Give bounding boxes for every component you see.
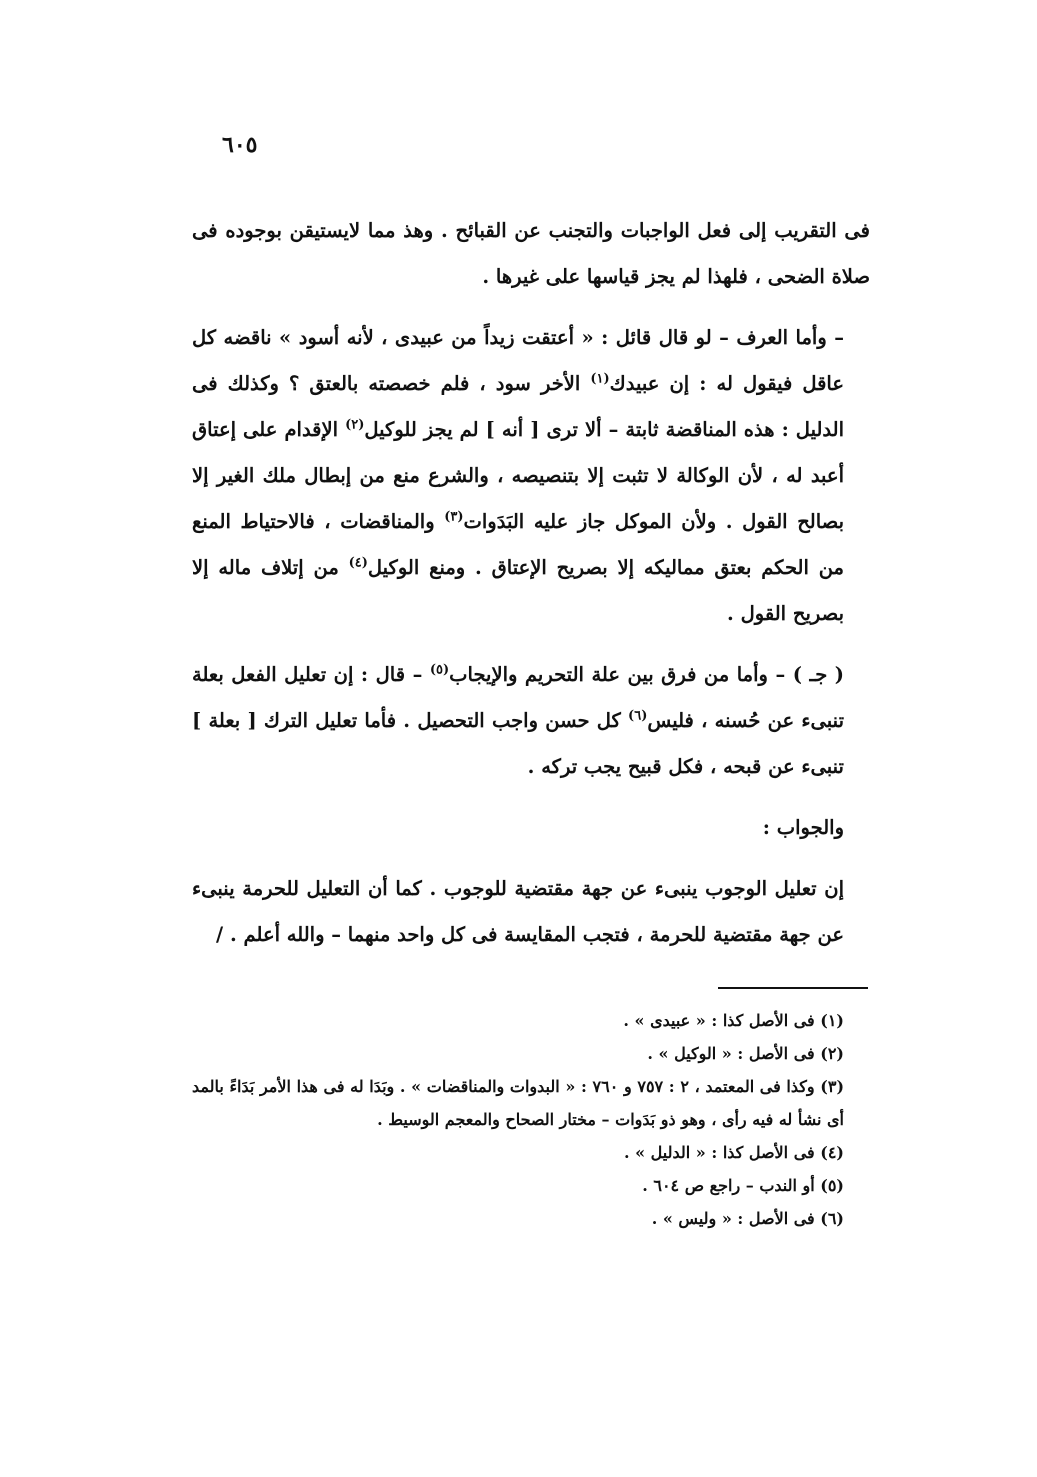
paragraph-3-part-c: كل حسن واجب التحصيل . فأما تعليل الترك [ بعلة ] تنبىء عن قبحه ، فكل قبيح يجب تركه . xyxy=(192,709,844,778)
footnote-5: (٥) أو الندب – راجع ص ٦٠٤ . xyxy=(642,1176,844,1195)
footnote-ref-2: (٢) xyxy=(345,417,365,433)
footnote-ref-6: (٦) xyxy=(628,708,648,724)
footnote-separator xyxy=(718,987,868,989)
paragraph-3 xyxy=(192,652,870,790)
paragraph-2-part-c: الإقدام على إعتاق أعبد له ، لأن الوكالة لا تثبت إلا بتنصيصه ، والشرع منع من إبطال ملك الغير إلا بصالح القول . ولأن الموكل جاز عليه البَدَوات xyxy=(192,418,845,533)
paragraph-2-part-b: الأخر سود ، فلم خصصته بالعتق ؟ وكذلك فى الدليل : هذه المناقضة ثابتة – ألا ترى [ أنه ] لم يجز للوكيل xyxy=(192,372,845,441)
footnote-6: (٦) فى الأصل : « وليس » . xyxy=(651,1209,844,1228)
paragraph-3-part-a: ( جـ ) – وأما من فرق بين علة التحريم والإيجاب xyxy=(449,663,844,686)
answer-heading: والجواب : xyxy=(762,816,844,839)
paragraph-2-part-d: والمناقضات ، فالاحتياط المنع من الحكم بعتق مماليكه إلا بصريح الإعتاق . ومنع الوكيل xyxy=(192,510,844,579)
footnote-ref-5: (٥) xyxy=(429,662,450,678)
footnote-2: (٢) فى الأصل : « الوكيل » . xyxy=(647,1044,844,1063)
paragraph-3-part-b: – قال : إن تعليل الفعل بعلة تنبىء عن حُسنه ، فليس xyxy=(192,663,844,732)
footnotes xyxy=(192,1004,870,1235)
footnote-1: (١) فى الأصل كذا : « عبيدى » . xyxy=(623,1011,844,1030)
footnote-ref-3: (٣) xyxy=(444,509,464,525)
footnote-3: (٣) وكذا فى المعتمد ، ٢ : ٧٥٧ و ٧٦٠ : « البدوات والمناقضات » . وبَدَا له فى هذا الأمر بَدَاءً بالمد أى نشأ له فيه رأى ، وهو ذو بَدَوات – مختار الصحاح والمعجم الوسيط . xyxy=(192,1077,845,1129)
footnote-ref-1: (١) xyxy=(590,371,610,387)
paragraph-2 xyxy=(192,315,870,637)
page-number: ٦٠٥ xyxy=(222,132,258,158)
paragraph-5: إن تعليل الوجوب ينبىء عن جهة مقتضية للوجوب . كما أن التعليل للحرمة ينبىء عن جهة مقتضية للحرمة ، فتجب المقايسة فى كل واحد منهما – والله أعلم . / xyxy=(192,877,844,946)
paragraph-2-part-a: – وأما العرف – لو قال قائل : « أعتقت زيداً من عبيدى ، لأنه أسود » ناقضه كل عاقل فيقول له : إن عبيدك xyxy=(192,326,844,395)
footnote-ref-4: (٤) xyxy=(348,555,368,571)
paragraph-2-part-e: من إتلاف ماله إلا بصريح القول . xyxy=(192,556,844,625)
footnote-4: (٤) فى الأصل كذا : « الدليل » . xyxy=(623,1143,844,1162)
main-text xyxy=(192,208,870,973)
paragraph-1: فى التقريب إلى فعل الواجبات والتجنب عن القبائح . وهذ مما لايستيقن بوجوده فى صلاة الضحى ، فلهذا لم يجز قياسها على غيرها . xyxy=(192,219,870,288)
